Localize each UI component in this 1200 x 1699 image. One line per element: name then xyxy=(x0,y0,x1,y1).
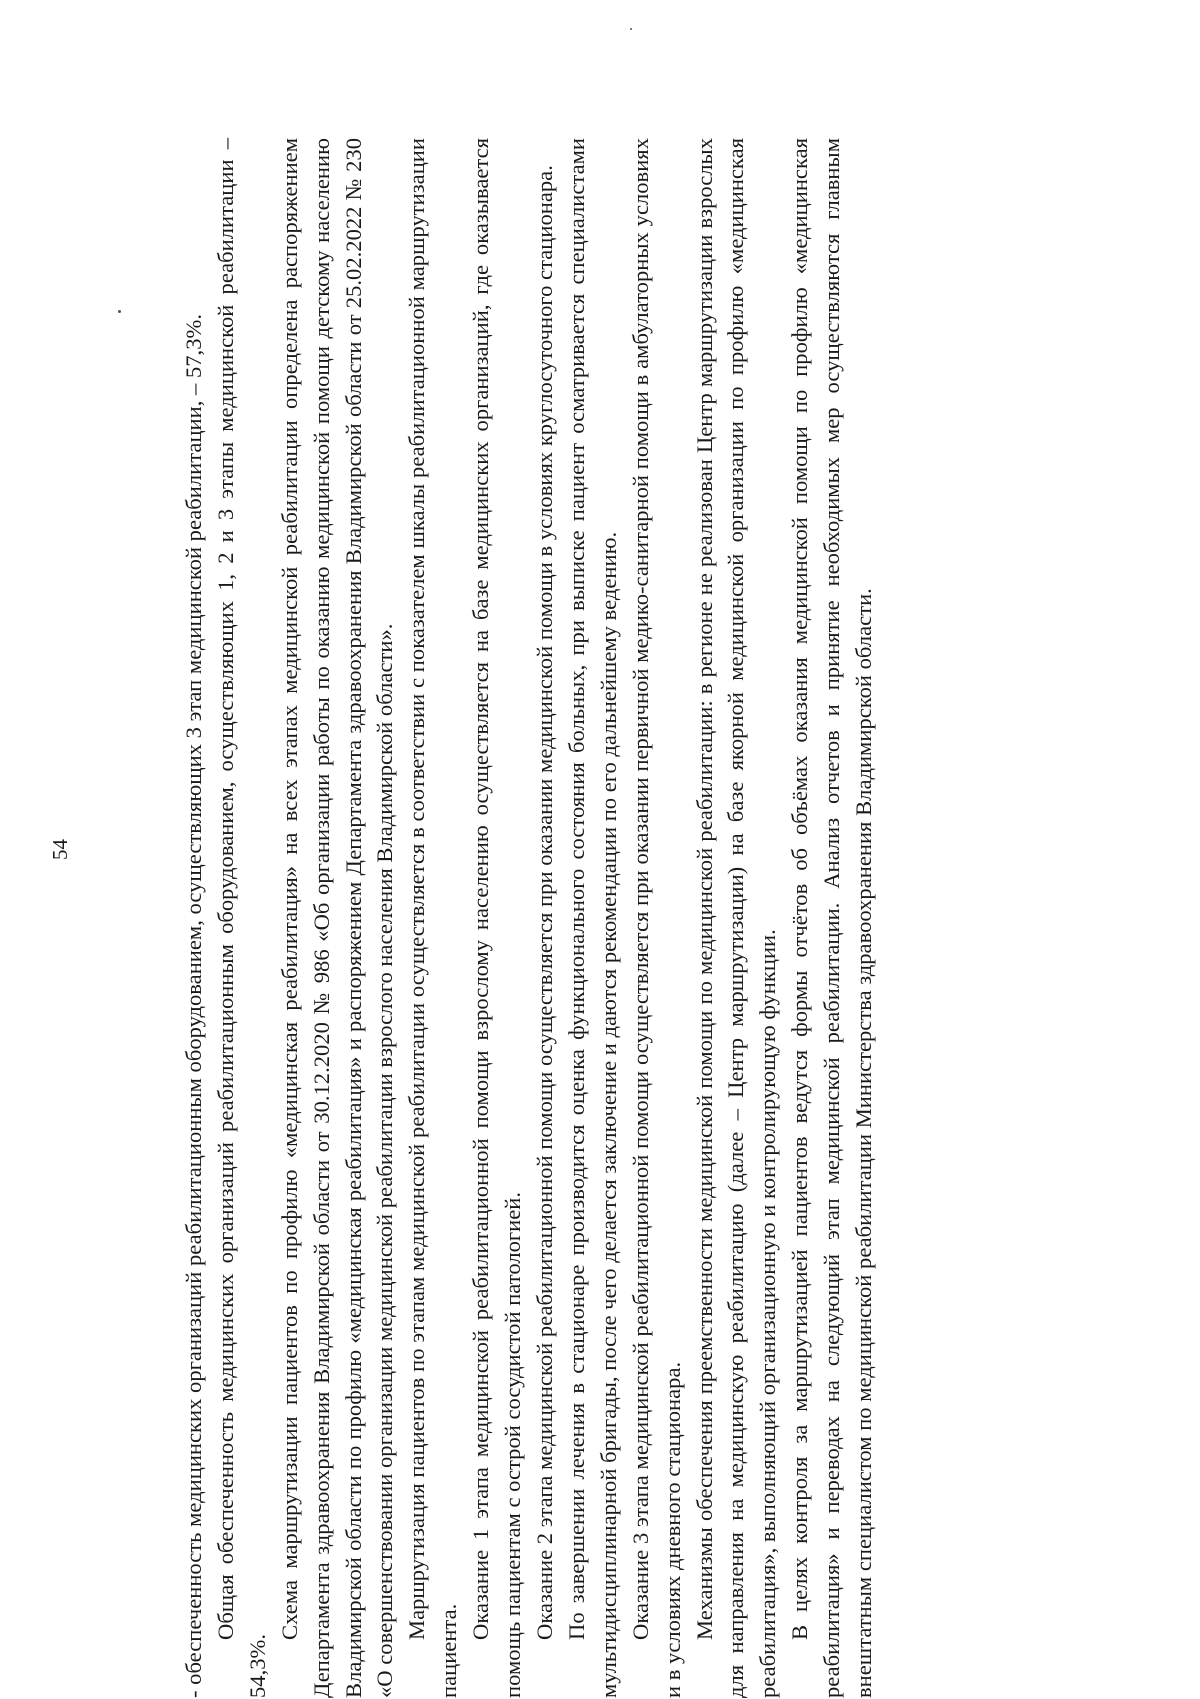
paragraph: Схема маршрутизации пациентов по профилю «медицинская реабилитация» на всех этапах медицинской реабилитации определена распоряжением Департамента здравоохранения Владимирской области от 30.12.2020 № 986 «Об организации работы по оказанию медицинской помощи детскому населению Владимирской области по профилю «медицинская реабилитация» и распоряжением Департамента здравоохранения Владимирской области от 25.02.2022 № 230 «О совершенствовании организации медицинской реабилитации взрослого населения Владимирской области». xyxy=(276,138,398,1698)
paragraph: - обеспеченность медицинских организаций реабилитационным оборудованием, осуществляющих 3 этап медицинской реабилитации, – 57,3%. xyxy=(181,314,206,1698)
paragraph: В целях контроля за маршрутизацией пациентов ведутся формы отчётов об объёмах оказания медицинской помощи по профилю «медицинская реабилитация» и переводах на следующий этап медицинской реабилитации. Анализ отчетов и принятие необходимых мер осуществляются главным внештатным специалистом по медицинской реабилитации Министерства здравоохранения Владимирской области. xyxy=(787,138,877,1698)
paragraph: Оказание 3 этапа медицинской реабилитационной помощи осуществляется при оказании первичной медико-санитарной помощи в амбулаторных условиях и в условиях дневного стационара. xyxy=(627,138,685,1698)
paragraph: Оказание 1 этапа медицинской реабилитационной помощи взрослому населению осуществляется на базе медицинских организаций, где оказывается помощь пациентам с острой сосудистой патологией. xyxy=(468,138,526,1698)
paragraph: Общая обеспеченность медицинских организаций реабилитационным оборудованием, осуществляющих 1, 2 и 3 этапы медицинской реабилитации – 54,3%. xyxy=(212,138,270,1698)
paragraph: Маршрутизация пациентов по этапам медицинской реабилитации осуществляется в соответствии с показателем шкалы реабилитационной маршрутизации пациента. xyxy=(404,138,462,1698)
paragraph: По завершении лечения в стационаре производится оценка функционального состояния больных, при выписке пациент осматривается специалистами мультидисциплинарной бригады, после чего делается заключение и даются рекомендации по его дальнейшему ведению. xyxy=(563,138,621,1698)
page-number: 54 xyxy=(48,839,72,860)
document-body xyxy=(178,138,880,1698)
paragraph: Механизмы обеспечения преемственности медицинской помощи по медицинской реабилитации: в регионе не реализован Центр маршрутизации взрослых для направления на медицинскую реабилитацию (далее – Центр маршрутизации) на базе якорной медицинской организации по профилю «медицинская реабилитация», выполняющий организационную и контролирующую функции. xyxy=(691,138,781,1698)
paragraph: Оказание 2 этапа медицинской реабилитационной помощи осуществляется при оказании медицинской помощи в условиях круглосуточного стационара. xyxy=(531,165,557,1640)
